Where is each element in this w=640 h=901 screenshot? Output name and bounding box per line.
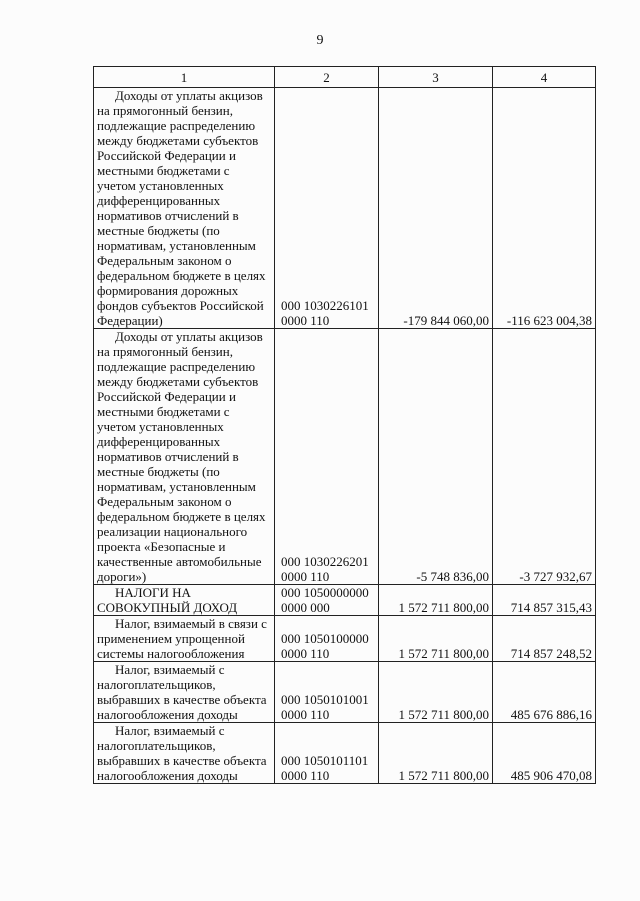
revenue-name-cell: Налог, взимаемый с налогоплательщиков, выбравших в качестве объекта налогообложения доходы: [94, 662, 275, 723]
table-row: [94, 616, 596, 662]
budget-revenue-table: [93, 66, 596, 784]
table-header-row: [94, 67, 596, 88]
revenue-name-cell: Доходы от уплаты акцизов на прямогонный бензин, подлежащие распределению между бюджетами субъектов Российской Федерации и местными бюджетами с учетом установленных дифференцированных нормативов отчислений в местные бюджеты (по нормативам, установленным Федеральным законом о федеральном бюджете в целях формирования дорожных фондов субъектов Российской Федерации): [94, 88, 275, 329]
column-header: 3: [379, 67, 493, 88]
budget-code-cell: 000 1030226201 0000 110: [275, 329, 379, 585]
planned-amount-cell: -5 748 836,00: [379, 329, 493, 585]
actual-amount-cell: -3 727 932,67: [493, 329, 596, 585]
planned-amount-cell: 1 572 711 800,00: [379, 723, 493, 784]
table-row: [94, 723, 596, 784]
actual-amount-cell: 714 857 315,43: [493, 585, 596, 616]
table-row: [94, 662, 596, 723]
column-header: 2: [275, 67, 379, 88]
revenue-name-cell: НАЛОГИ НА СОВОКУПНЫЙ ДОХОД: [94, 585, 275, 616]
revenue-name-cell: Доходы от уплаты акцизов на прямогонный бензин, подлежащие распределению между бюджетами субъектов Российской Федерации и местными бюджетами с учетом установленных дифференцированных нормативов отчислений в местные бюджеты (по нормативам, установленным Федеральным законом о федеральном бюджете в целях реализации национального проекта «Безопасные и качественные автомобильные дороги»): [94, 329, 275, 585]
actual-amount-cell: -116 623 004,38: [493, 88, 596, 329]
budget-code-cell: 000 1050101001 0000 110: [275, 662, 379, 723]
actual-amount-cell: 714 857 248,52: [493, 616, 596, 662]
page-number: 9: [316, 33, 324, 48]
budget-code-cell: 000 1050101101 0000 110: [275, 723, 379, 784]
table-row: [94, 585, 596, 616]
revenue-name-cell: Налог, взимаемый с налогоплательщиков, выбравших в качестве объекта налогообложения доходы: [94, 723, 275, 784]
budget-code-cell: 000 1030226101 0000 110: [275, 88, 379, 329]
planned-amount-cell: -179 844 060,00: [379, 88, 493, 329]
revenue-name-cell: Налог, взимаемый в связи с применением упрощенной системы налогообложения: [94, 616, 275, 662]
actual-amount-cell: 485 906 470,08: [493, 723, 596, 784]
column-header: 1: [94, 67, 275, 88]
planned-amount-cell: 1 572 711 800,00: [379, 585, 493, 616]
planned-amount-cell: 1 572 711 800,00: [379, 616, 493, 662]
budget-code-cell: 000 1050100000 0000 110: [275, 616, 379, 662]
table-row: [94, 88, 596, 329]
table-row: [94, 329, 596, 585]
actual-amount-cell: 485 676 886,16: [493, 662, 596, 723]
planned-amount-cell: 1 572 711 800,00: [379, 662, 493, 723]
column-header: 4: [493, 67, 596, 88]
budget-code-cell: 000 1050000000 0000 000: [275, 585, 379, 616]
